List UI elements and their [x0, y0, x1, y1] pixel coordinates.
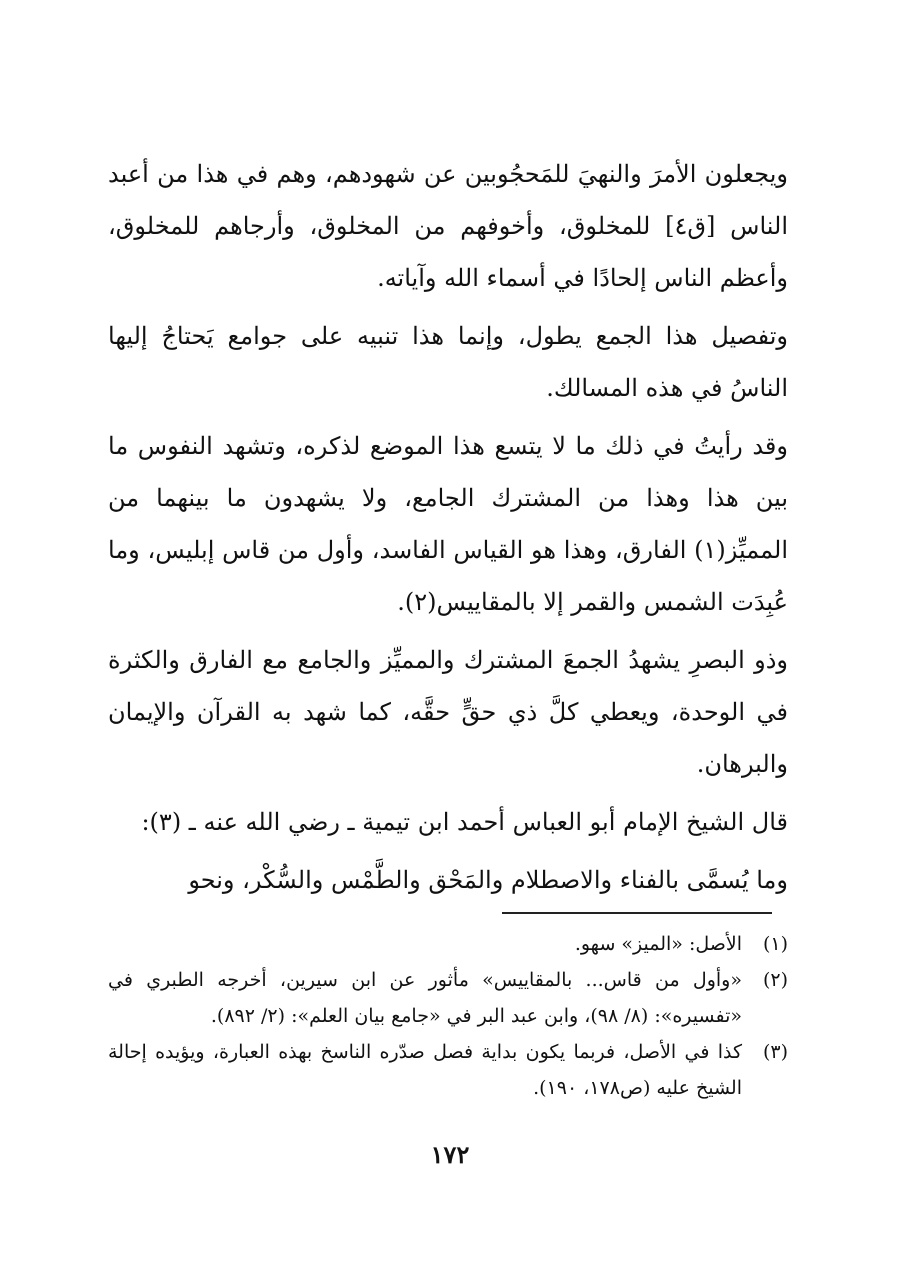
paragraph: ويجعلون الأمرَ والنهيَ للمَحجُوبين عن شهودهم، وهم في هذا من أعبد الناس [ق٤] للمخلوق، وأخوفهم من المخلوق، وأرجاهم للمخلوق، وأعظم الناس إلحادًا في أسماء الله وآياته.	[108, 160, 788, 292]
footnote-text: الأصل: «الميز» سهو.	[574, 933, 742, 955]
footnote-text: كذا في الأصل، فربما يكون بداية فصل صدّره الناسخ بهذه العبارة، ويؤيده إحالة الشيخ عليه (ص١٧٨، ١٩٠).	[108, 1041, 742, 1099]
main-text	[108, 148, 788, 912]
paragraph: وذو البصرِ يشهدُ الجمعَ المشترك والمميِّز والجامع مع الفارق والكثرة في الوحدة، ويعطي كلَّ ذي حقٍّ حقَّه، كما شهد به القرآن والإيمان والبرهان.	[108, 646, 788, 778]
footnote-divider	[502, 912, 772, 914]
paragraph: وقد رأيتُ في ذلك ما لا يتسع هذا الموضع لذكره، وتشهد النفوس ما بين هذا وهذا من المشترك الجامع، ولا يشهدون ما بينهما من المميِّز(١) الفارق، وهذا هو القياس الفاسد، وأول من قاس إبليس، وما عُبِدَت الشمس والقمر إلا بالمقاييس(٢).	[108, 432, 788, 616]
page-number: ١٧٢	[430, 1140, 470, 1169]
footnote-item	[108, 962, 788, 1034]
footnotes	[108, 926, 788, 1106]
paragraph: وما يُسمَّى بالفناء والاصطلام والمَحْق والطَّمْس والسُّكْر، ونحو	[188, 866, 788, 894]
paragraph: قال الشيخ الإمام أبو العباس أحمد ابن تيمية ـ رضي الله عنه ـ (٣):	[141, 808, 788, 836]
footnote-text: «وأول من قاس... بالمقاييس» مأثور عن ابن سيرين، أخرجه الطبري في «تفسيره»: (٨/ ٩٨)، وابن عبد البر في «جامع بيان العلم»: (٢/ ٨٩٢).	[108, 969, 742, 1027]
paragraph: وتفصيل هذا الجمع يطول، وإنما هذا تنبيه على جوامع يَحتاجُ إليها الناسُ في هذه المسالك.	[108, 322, 788, 402]
footnote-number: (٢)	[762, 969, 788, 991]
footnote-item	[108, 926, 788, 962]
footnote-item	[108, 1034, 788, 1106]
footnote-number: (٣)	[762, 1041, 788, 1063]
footnote-number: (١)	[762, 933, 788, 955]
